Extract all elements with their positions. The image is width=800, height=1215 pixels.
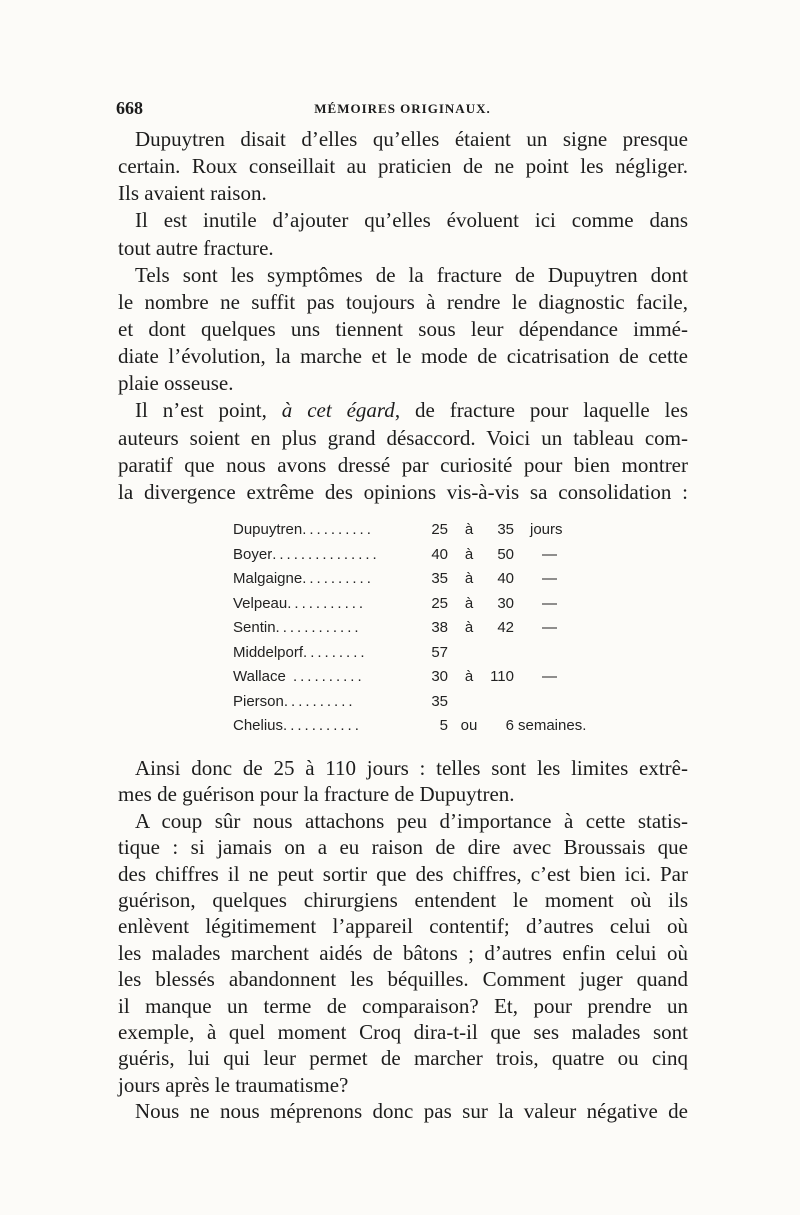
min-value: 35: [431, 692, 448, 710]
consolidation-table: [0, 518, 800, 739]
italic-phrase: à cet égard: [281, 398, 395, 423]
text-line: Ainsi donc de 25 à 110 jours : telles sont les limites extrê-: [135, 756, 688, 780]
text-line: Ils avaient raison.: [118, 181, 267, 206]
max-value: 35: [497, 521, 514, 538]
dot-leader: ...........: [287, 594, 367, 612]
text-line: certain. Roux conseillait au praticien de ne point les négliger.: [118, 154, 688, 179]
paragraph: [118, 207, 688, 261]
unit: jours: [530, 521, 563, 538]
unit: semaines.: [518, 717, 587, 734]
dot-leader: ............: [275, 619, 362, 636]
conjunction: à: [464, 668, 474, 685]
dot-leader: ...........: [283, 717, 362, 734]
min-value: 25: [431, 594, 448, 612]
dot-leader: ..........: [302, 570, 374, 587]
conjunction: ou: [460, 717, 478, 734]
text-line: guérison, quelques chirurgiens entendent le moment où ils: [118, 887, 688, 912]
ditto-dash: —: [542, 619, 557, 636]
author-cell: Middelporf.........: [233, 643, 368, 661]
text-line: la divergence extrême des opinions vis-à-vis sa consolidation :: [118, 479, 688, 504]
author-cell: Pierson..........: [233, 692, 356, 710]
author-cell: Chelius...........: [233, 717, 362, 734]
ditto-dash: —: [542, 668, 557, 685]
min-value: 57: [431, 643, 448, 661]
dot-leader: ..........: [283, 692, 356, 710]
paragraph: [118, 1098, 688, 1124]
author-cell: Malgaigne..........: [233, 570, 374, 587]
ditto-dash: —: [542, 545, 557, 563]
text-line: paratif que nous avons dressé par curiosité pour bien montrer: [118, 452, 688, 477]
min-value: 38: [431, 619, 448, 636]
text-line: diate l’évolution, la marche et le mode de cicatrisation de cette: [118, 344, 688, 369]
paragraph: [118, 262, 688, 398]
text-line: tout autre fracture.: [118, 235, 274, 260]
table-row: [0, 592, 800, 617]
table-row: [0, 641, 800, 666]
text-line: Nous ne nous méprenons donc pas sur la valeur négative de: [135, 1099, 688, 1124]
conjunction: à: [464, 545, 474, 563]
text-line: [118, 397, 688, 424]
text-line: mes de guérison pour la fracture de Dupuytren.: [118, 782, 515, 807]
text-line: tique : si jamais on a eu raison de dire avec Broussais que: [118, 835, 688, 860]
page-number: 668: [116, 98, 143, 118]
author-cell: Dupuytren..........: [233, 521, 374, 538]
paragraph: [118, 755, 688, 808]
max-value: 6: [505, 717, 514, 734]
text-line: les malades marchent aidés de bâtons ; d’autres enfin celui où: [118, 940, 688, 965]
author-cell: Velpeau...........: [233, 594, 367, 612]
conjunction: à: [464, 619, 474, 636]
conjunction: à: [464, 521, 474, 538]
table-row: [0, 690, 800, 715]
table-row: [0, 665, 800, 690]
text-line: jours après le traumatisme?: [118, 1072, 349, 1097]
text-line: il manque un terme de comparaison? Et, pour prendre un: [118, 993, 688, 1018]
min-value: 25: [431, 521, 448, 538]
paragraph: [118, 126, 688, 207]
conjunction: à: [464, 570, 474, 587]
min-value: 5: [439, 717, 448, 734]
author-cell: Sentin............: [233, 619, 362, 636]
text-line: enlèvent légitimement l’appareil contentif; d’autres celui où: [118, 914, 688, 939]
ditto-dash: —: [542, 594, 557, 612]
text-line: Il est inutile d’ajouter qu’elles évoluent ici comme dans: [135, 208, 688, 233]
text-block-top: [118, 126, 688, 506]
running-title: MÉMOIRES ORIGINAUX.: [314, 101, 491, 116]
table-row: [0, 616, 800, 641]
min-value: 35: [431, 570, 448, 587]
max-value: 42: [497, 619, 514, 636]
table-row: [0, 567, 800, 592]
max-value: 40: [497, 570, 514, 587]
table-row: [0, 714, 800, 739]
text-line: A coup sûr nous attachons peu d’importance à cette statis-: [135, 808, 688, 833]
max-value: 50: [497, 545, 514, 563]
dot-leader: ..........: [302, 521, 374, 538]
text-line: exemple, à quel moment Croq dira-t-il que ses malades sont: [118, 1019, 688, 1044]
min-value: 40: [431, 545, 448, 563]
text-line: guéris, lui qui leur permet de marcher trois, quatre ou cinq: [118, 1046, 688, 1071]
text-block-bottom: [118, 755, 688, 1124]
text-segment: Il n’est point,: [135, 398, 282, 423]
ditto-dash: —: [542, 570, 557, 587]
text-line: Dupuytren disait d’elles qu’elles étaient un signe presque: [135, 127, 688, 151]
dot-leader: ..........: [285, 668, 365, 685]
text-line: et dont quelques uns tiennent sous leur dépendance immé-: [118, 316, 688, 341]
text-line: auteurs soient en plus grand désaccord. Voici un tableau com-: [118, 425, 688, 450]
author-cell: Wallace ..........: [233, 668, 365, 685]
dot-leader: ...............: [272, 545, 380, 563]
min-value: 30: [431, 668, 448, 685]
text-segment: , de fracture pour laquelle les: [394, 398, 688, 423]
author-cell: Boyer...............: [233, 545, 380, 563]
text-line: Tels sont les symptômes de la fracture de Dupuytren dont: [135, 262, 688, 287]
conjunction: à: [464, 594, 474, 612]
table-row: [0, 518, 800, 543]
dot-leader: .........: [303, 643, 368, 661]
text-line: les blessés abandonnent les béquilles. Comment juger quand: [118, 967, 688, 992]
table-row: [0, 543, 800, 568]
max-value: 30: [497, 594, 514, 612]
text-line: des chiffres il ne peut sortir que des chiffres, c’est bien ici. Par: [118, 861, 688, 886]
max-value: 110: [490, 668, 514, 685]
text-line: le nombre ne suffit pas toujours à rendre le diagnostic facile,: [118, 289, 688, 314]
paragraph: [118, 808, 688, 1098]
paragraph: [118, 397, 688, 506]
text-line: plaie osseuse.: [118, 371, 234, 396]
